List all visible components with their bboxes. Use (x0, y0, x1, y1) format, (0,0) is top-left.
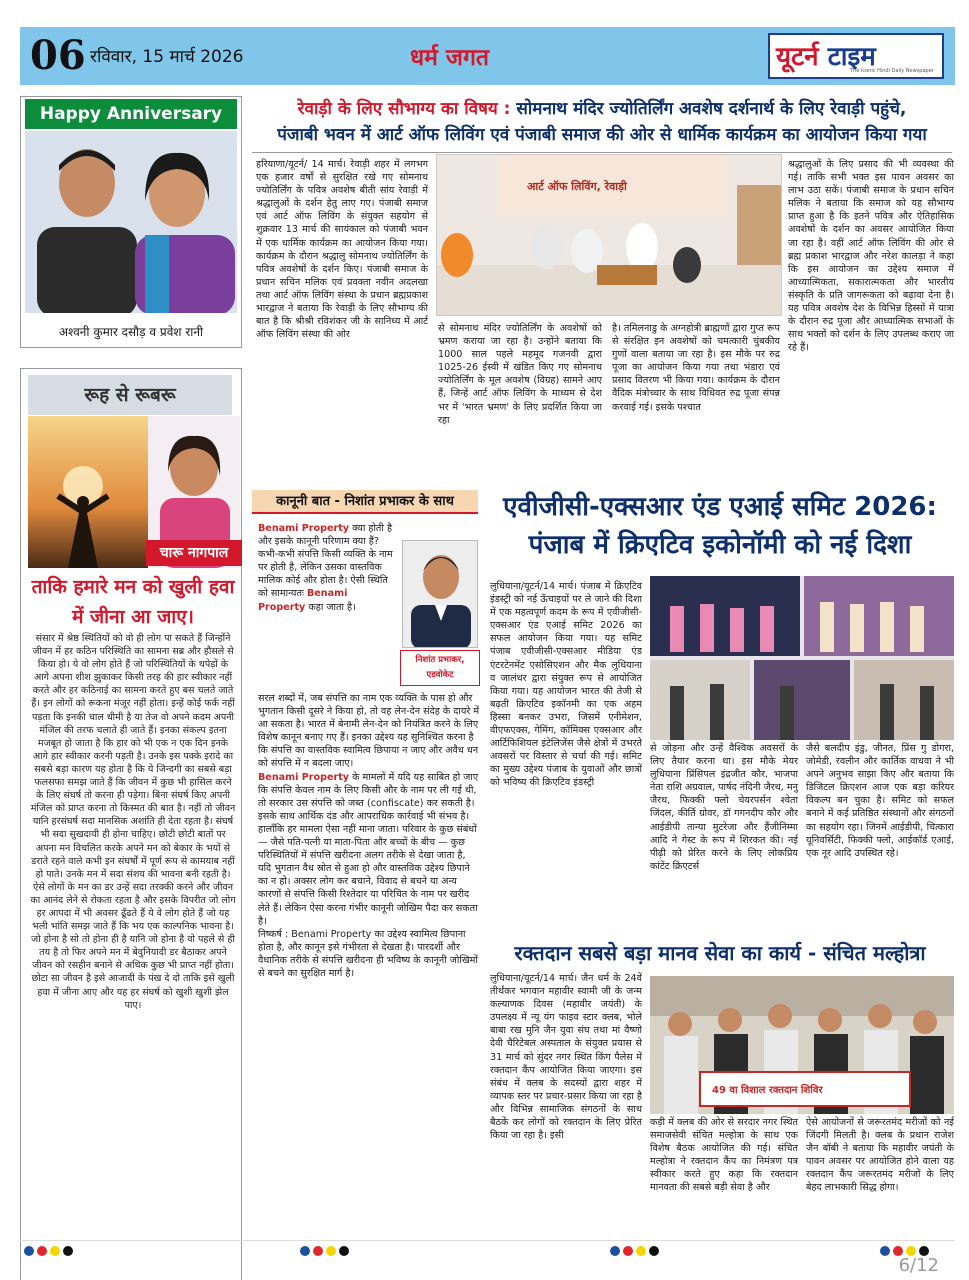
law-intro (258, 522, 398, 692)
anniversary-title: Happy Anniversary (25, 99, 237, 129)
story2-headline (486, 488, 954, 564)
columnist-name: चारू नागपाल (146, 540, 242, 566)
dot-icon (623, 1246, 633, 1256)
anniversary-caption: अश्वनी कुमार दसौड़ व प्रवेश रानी (58, 325, 204, 339)
story2-col2: से जोड़ना और उन्हें वैश्विक अवसरों के लिए तैयार करना था। इस मौके मेयर लुधियाना प्रिंसिपल इंद्रजीत कौर, भाजपा नेता राशि अग्रवाल, पार्षद नंदिनी जैरथ, मनु जैरथ, फिक्की फ्लो चेयरपर्सन श्वेता जिंदल, कीर्ति ग्रोवर, डॉ गगनदीप कौर और आईडीपी तान्या मुटरेजा और हैंजीनिम्मा आदि ने गेस्ट के रूप में शिरकत की। नई पीढ़ी को प्रेरित करने के लिए लोकप्रिय कांटेंट क्रिएटर्स (650, 743, 798, 872)
story1-col1: हरियाणा/यूटर्न/ 14 मार्च। रेवाड़ी शहर में लगभग एक हजार वर्षों से सुरक्षित रखे गए सोमनाथ ज्योतिर्लिंग के पवित्र अवशेष बीती सांय रेवाड़ी में श्रद्धालुओं के दर्शन हेतु लाए गए। पंजाबी समाज एवं आर्ट ऑफ लिविंग के संयुक्त सहयोग से शुक्रवार 13 मार्च की सायंकाल को पंजाबी भवन में एक धार्मिक कार्यक्रम का आयोजन किया गया। कार्यक्रम के दौरान श्रद्धालु सोमनाथ ज्योतिर्लिंग के पवित्र अवशेषों के दर्शन किए। पंजाबी समाज के प्रधान सचिन मलिक एवं प्रवक्ता नवीन अदलखा तथा आर्ट ऑफ लिविंग संस्था के प्रधान ब्रह्मप्रकाश भारद्वाज ने बताया कि रेवाड़ी के लिए सौभाग्य की बात है कि श्रीश्री रविशंकर जी के सानिध्य में आर्ट ऑफ लिविंग संस्था की ओर (256, 159, 428, 341)
story2-col1: लुधियाना/यूटर्न/14 मार्च। पंजाब में क्रिएटिव इंडस्ट्री को नई ऊँचाइयों पर ले जाने की दिशा में एक महत्वपूर्ण कदम के रूप में एवीजीसी-एक्सआर एंड एआई समिट 2026 का सफल आयोजन किया गया। यह समिट पंजाब एवीजीसी-एक्सआर मीडिया एंड एंटरटेनमेंट एसोसिएशन और मैक लुधियाना व जालंधर द्वारा संयुक्त रूप से आयोजित किया गया। यह आयोजन भारत की तेजी से बढ़ती क्रिएटिव इकॉनमी का एक अहम हिस्सा बनकर उभरा, जिसमें एनीमेशन, वीएफएक्स, गेमिंग, कॉमिक्स एक्सआर और आर्टिफिशियल इंटेलिजेंस जैसे क्षेत्रों में उभरते अवसरों पर विस्तार से चर्चा की गई। समिट का मुख्य उद्देश्य पंजाब के युवाओं और छात्रों को भविष्य की क्रिएटिव इंडस्ट्री (490, 581, 642, 789)
dot-icon (636, 1246, 646, 1256)
dot-icon (50, 1246, 60, 1256)
lawyer-badge (400, 650, 480, 686)
dot-icon (24, 1246, 34, 1256)
story2-headline-line2: पंजाब में क्रिएटिव इकोनॉमी को नई दिशा (528, 530, 912, 560)
lawyer-name: निशांत प्रभाकर, (415, 655, 465, 665)
story1-col2: से सोमनाथ मंदिर ज्योतिर्लिंग के अवशेषों को भ्रमण कराया जा रहा है। उन्होंने बताया कि 1000 साल पहले महमूद गजनवी द्वारा 1025-26 ईस्वी में खंडित किए गए सोमनाथ ज्योतिर्लिंग के मूल अवशेष (विग्रह) सामने आए हैं, जिन्हें आर्ट ऑफ लिविंग के माध्यम से देश भर में 'भारत भ्रमण' के लिए प्रदर्शित किया जा रहा (438, 323, 602, 426)
column-header: रूह से रूबरू (28, 375, 232, 415)
dot-icon (649, 1246, 659, 1256)
story2-col3: जैसे बलदीप इंडु, जीनत, प्रिंस गु डोगरा, जोमेडी, रवलीन और कार्तिक वाधवा ने भी अपने अनुभव साझा किए और बताया कि डिजिटल क्रिएशन आज एक बड़ा करियर विकल्प बन चुका है। समिट को सफल बनाने में कई प्रतिष्ठित संस्थानों और संगठनों का सहयोग रहा। जिनमें आईडीपी, चित्कारा यूनिवर्सिटी, फिक्की फ्लो, आईकॉर्ड एआई, एक नूर आदि उपस्थित रहे। (806, 743, 954, 859)
story1-kicker: रेवाड़ी के लिए सौभाग्य का विषय : (297, 99, 511, 119)
story1-col3: है। तमिलनाडु के अग्नहोत्री ब्राह्मणों द्वारा गुप्त रूप से संरक्षित इन अवशेषों को चमत्कारी चुंबकीय गुणों वाला बताया जा रहा है। इस मौके पर रुद्र पूजा का आयोजन किया गया तथा भंडारा एवं प्रसाद वितरण भी किया गया। कार्यक्रम के दौरान वैदिक मंत्रोच्चार के साथ विधिवत रुद्र पूजा संपन्न करवाई गई। इसके पश्चात (612, 323, 780, 413)
section-title: धर्म जगत (410, 45, 490, 71)
story1-headline-line1: सोमनाथ मंदिर ज्योतिर्लिंग अवशेष दर्शनार्थ के लिए रेवाड़ी पहुंचे, (516, 99, 907, 119)
law-paragraph: सरल शब्दों में, जब संपत्ति का नाम एक व्यक्ति के पास हो और भुगतान किसी दूसरे ने किया हो, तो वह लेन-देन संदेह के दायरे में आ सकता है। भारत में बेनामी लेन-देन को नियंत्रित करने के लिए विशेष कानून बनाए गए हैं। इनका उद्देश्य यह सुनिश्चित करना है कि संपत्ति का वास्तविक स्वामित्व छिपाया न जाए और अवैध धन को संपत्ति में न बदला जाए। (258, 693, 480, 770)
story2-headline-line1: एवीजीसी-एक्सआर एंड एआई समिट 2026: (503, 492, 937, 522)
dot-icon (339, 1246, 349, 1256)
term: Benami Property (258, 588, 348, 613)
dot-icon (610, 1246, 620, 1256)
story1-headline-line2: पंजाबी भवन में आर्ट ऑफ लिविंग एवं पंजाबी समाज की ओर से धार्मिक कार्यक्रम का आयोजन किया गया (277, 125, 927, 145)
registration-dots (610, 1246, 659, 1256)
logo-tagline: The Iconic Hindi Daily Newspaper (850, 68, 934, 74)
law-paragraph: के मामलों में यदि यह साबित हो जाए कि संपत्ति केवल नाम के लिए किसी और के नाम पर ली गई थी, तो सरकार उस संपत्ति को जब्त (confiscate) कर सकती है। इसके साथ आर्थिक दंड और आपराधिक कार्रवाई भी संभव है। हालाँकि हर मामला ऐसा नहीं माना जाता। परिवार के कुछ संबंधों — जैसे पति-पत्नी या माता-पिता और बच्चों के बीच — कुछ परिस्थितियों में संपत्ति खरीदना अलग तरीके से देखा जाता है, यदि भुगतान वैध स्रोत से हुआ हो और वास्तविक उद्देश्य छिपाने का न हो। अक्सर लोग कर बचाने, विवाद से बचने या अन्य कारणों से संपत्ति किसी रिश्तेदार या परिचित के नाम पर खरीद लेते हैं। लेकिन ऐसा करना गंभीर कानूनी जोखिम पैदा कर सकता है। (258, 771, 479, 927)
story1-col4: श्रद्धालुओं के लिए प्रसाद की भी व्यवस्था की गई। ताकि सभी भक्त इस पावन अवसर का लाभ उठा सकें। पंजाबी समाज के प्रधान सचिन मलिक ने बताया कि समाज को यह सौभाग्य प्राप्त हुआ है कि इतने पवित्र और ऐतिहासिक अवशेषों के दर्शन का अवसर आयोजित किया जा रहा है। वहीं आर्ट ऑफ लिविंग की ओर से ब्रह्म प्रकाश भारद्वाज और नरेश कालड़ा ने कहा कि इस आयोजन का उद्देश्य समाज में आध्यात्मिकता, सकारात्मकता और भारतीय संस्कृति के प्रति जागरूकता को बढ़ावा देना है। यह पवित्र अवशेष देश के विभिन्न हिस्सों में यात्रा के दौरान रुद्र पूजा और आध्यात्मिक सभाओं के साथ भक्तों को दर्शन के लिए उपलब्ध कराए जा रहे हैं। (788, 159, 954, 354)
dot-icon (326, 1246, 336, 1256)
dot-icon (300, 1246, 310, 1256)
column-title: ताकि हमारे मन को खुली हवा में जीना आ जाए। (31, 576, 235, 628)
dateline: रविवार, 15 मार्च 2026 (90, 47, 244, 67)
page-number: 06 (30, 32, 86, 79)
page-count: 6/12 (898, 1255, 939, 1276)
registration-dots (300, 1246, 349, 1256)
story3-headline: रक्तदान सबसे बड़ा मानव सेवा का कार्य - संचित मल्होत्रा (514, 941, 926, 965)
dot-icon (37, 1246, 47, 1256)
dot-icon (313, 1246, 323, 1256)
couple-photo (25, 131, 237, 313)
term: Benami Property (258, 771, 350, 783)
story3-col3: ऐसे आयोजनों से जरूरतमंद मरीजों को नई जिंदगी मिलती है। क्लब के प्रधान राजेश जैन बॉबी ने बताया कि महावीर जयंती के पावन अवसर पर आयोजित होने वाला यह रक्तदान कैंप जरूरतमंद मरीजों के लिए बेहद लाभकारी सिद्ध होगा। (806, 1117, 954, 1194)
footer-divider (20, 1240, 955, 1241)
law-column-header: कानूनी बात - निशांत प्रभाकर के साथ (252, 490, 478, 514)
term: Benami Property (258, 523, 350, 534)
story1-photo (436, 154, 782, 316)
intro-text-2: कहा जाता है। (308, 601, 356, 613)
newspaper-logo (768, 33, 944, 79)
photo-banner: 49 वा विशाल रक्तदान शिविर (712, 1085, 823, 1096)
column-body: संसार में श्रेष्ठ स्थितियों को वो ही लोग पा सकते हैं जिन्होंने जीवन में हर कठिन परिस्थिति का सामना सब्र और हौसले से किया हो। ये वो लोग होते हैं जो परिस्थितियों के थपेड़ों के आगे अपना शीश झुकाकर किसी तरह की हार स्वीकार नहीं करते और हर कठिनाई का सामना करते हुए बस चलते जाते हैं। इन लोगों को रूकना मंजूर नहीं होता। इन्हें कोई फर्क नहीं पड़ता कि इनकी चाल धीमी है या तेज वो अपने कदम अपनी मंजिल की तरफ चलाते ही जाते हैं। इनका संकल्प इतना मजबूत हो जाता है कि हार को भी एक न एक दिन इनके आगे हार स्वीकार करनी पड़ती है। उनके इस पक्के इरादे का सबसे बड़ा कारण यह होता है कि ये जिन्दगी का सबसे बड़ा फलसफा समझ जाते हैं कि जीवन में कुछ भी हासिल करने के लिए संघर्ष तो करना ही पड़ेगा। बिना संघर्ष किए अपनी मंजिल को प्राप्त करना तो किस्मत की बात है। नहीं तो जीवन यानि हरसंघर्ष सदा मानसिक अशांति ही देता रहता है। संघर्ष भी सदा सुखदायी ही होना चाहिए। छोटी छोटी बातों पर अपना मन विचलित करके अपने मन को बेकार के भयों से डराते रहने वाले कभी इन संघर्षों में पूर्ण रूप से कामयाब नहीं हो पाते। उनके मन में सदा संशय की भावना बनी रहती है। ऐसे लोगों के मन का डर उन्हें सदा तरक्की करने और जीवन का आनंद लेने से रोकता रहता है और इसके विपरीत जो लोग हर आपदा में भी अवसर ढूँढते हैं ये वे लोग होते हैं जो यह भली भांति समझ जाते हैं कि भय एक काल्पनिक भावना है। जो होना है सो तो होना ही है यानि जो होना है वो पहले से ही तय है तो फिर अपने मन में बेवुनियादी डर बैठाकर अपने जीवन को रसहीन बनाने से अधिक कुछ भी प्राप्त नहीं होता। छोटा सा जीवन है इसे आजादी के पंख दे दो ताकि इसे खुली हवा में जीना आए और यह हर संघर्ष को खुशी खुशी झेल पाए। (30, 633, 236, 1011)
photo-banner: आर्ट ऑफ लिविंग, रेवाड़ी (527, 180, 627, 193)
logo-word-2: टाइम (827, 42, 876, 72)
dot-icon (63, 1246, 73, 1256)
logo-word-1: यूटर्न (776, 42, 819, 72)
registration-dots (24, 1246, 73, 1256)
intro-text: क्या होती है और इसके कानूनी परिणाम क्या हैं? कभी-कभी संपत्ति किसी व्यक्ति के नाम पर होती है, लेकिन उसका वास्तविक मालिक कोई और होता है। ऐसी स्थिति को सामान्यतः (258, 523, 393, 600)
law-body (258, 692, 480, 1232)
lawyer-title: एडवोकेट (426, 670, 454, 680)
story1-headline (252, 96, 952, 148)
dot-icon (880, 1246, 890, 1256)
law-conclusion: निष्कर्ष : Benami Property का उद्देश्य स्वामित्व छिपाना होता है, और कानून इसे गंभीरता से देखता है। पारदर्शी और वैधानिक तरीके से संपत्ति खरीदना ही भविष्य के कानूनी जोखिमों से बचने का सुरक्षित मार्ग है। (258, 928, 478, 979)
story3-col1: लुधियाना/यूटर्न/14 मार्च। जैन धर्म के 24वें तीर्थंकर भगवान महावीर स्वामी जी के जन्म कल्याणक दिवस (महावीर जयंती) के उपलक्ष्य में न्यू यंग फाइव स्टार क्लब, भोले बाबा रख मुनि जैन युवा संघ तथा मां वैष्णो देवी चैरिटेबल अस्पताल के संयुक्त प्रयास से 31 मार्च को सुंदर नगर स्थित किंग पैलेस में रक्तदान कैंप आयोजित किया जाएगा। इस संबंध में क्लब के सदस्यों द्वारा शहर में व्यापक स्तर पर प्रचार-प्रसार किया जा रहा है और विभिन्न सामाजिक संगठनों के साथ बैठकें कर लोगों को रक्तदान के लिए प्रेरित किया जा रहा है। इसी (490, 973, 642, 1142)
divider (252, 152, 952, 153)
story2-photo (650, 576, 954, 740)
anniversary-box (20, 96, 242, 348)
story3-photo (650, 976, 954, 1114)
lawyer-photo (402, 540, 478, 648)
story3-col2: कड़ी में क्लब की ओर से सरदार नगर स्थित समाजसेवी संचित मल्होत्रा के साथ एक विशेष बैठक आयोजित की गई। संचित मल्होत्रा ने रक्तदान कैंप का निमंत्रण पत्र स्वीकार करते हुए कहा कि रक्तदान मानवता की सबसे बड़ी सेवा है और (650, 1117, 798, 1194)
